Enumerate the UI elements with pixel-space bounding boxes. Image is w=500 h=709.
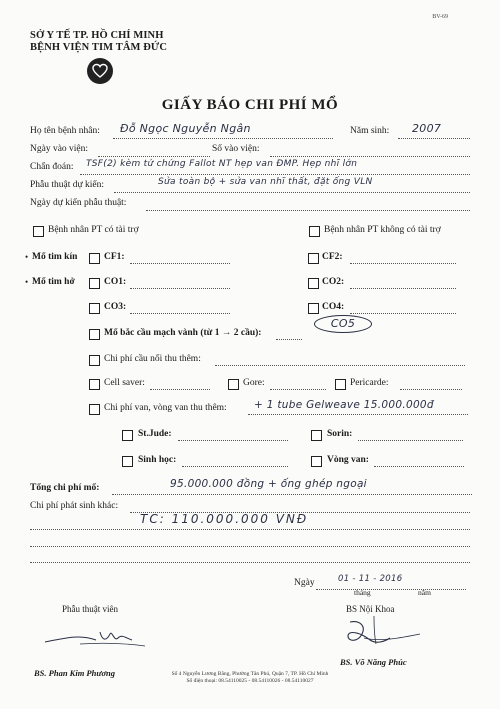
sponsored-checkbox[interactable] xyxy=(33,226,44,237)
date-month-label: tháng xyxy=(354,588,371,597)
bullet-icon: • xyxy=(25,252,29,262)
st-jude-line xyxy=(178,440,288,441)
internist-signature-icon xyxy=(330,612,440,652)
patient-name-label: Họ tên bệnh nhân: xyxy=(30,126,100,136)
bypass-extra-checkbox[interactable] xyxy=(89,355,100,366)
cell-saver-label: Cell saver: xyxy=(104,378,145,388)
internist-name: BS. Võ Năng Phúc xyxy=(340,657,407,667)
date-year-label: năm xyxy=(418,588,431,597)
surgeon-signature-icon xyxy=(40,620,150,650)
co1-label: CO1: xyxy=(104,277,127,287)
date-value[interactable]: 01 - 11 - 2016 xyxy=(338,574,403,584)
valve-extra-checkbox[interactable] xyxy=(89,404,100,415)
diagnosis-line xyxy=(80,174,470,175)
bypass-extra-line xyxy=(215,365,465,366)
gore-line xyxy=(270,389,326,390)
blank-line-1 xyxy=(30,546,470,547)
ring-checkbox[interactable] xyxy=(311,456,322,467)
st-jude-checkbox[interactable] xyxy=(122,430,133,441)
birth-year-value[interactable]: 2007 xyxy=(412,122,442,135)
bypass-label: Mổ bắc cầu mạch vành (từ 1 → 2 cầu): xyxy=(104,328,262,338)
birth-year-line xyxy=(398,138,470,139)
planned-date-line xyxy=(146,210,470,211)
cell-saver-line xyxy=(150,389,210,390)
co4-line xyxy=(350,313,456,314)
cf2-line xyxy=(350,263,456,264)
closed-heart-label: Mổ tim kín xyxy=(32,252,78,262)
bio-label: Sinh học: xyxy=(138,455,177,465)
co2-line xyxy=(350,288,456,289)
pericarde-label: Pericarde: xyxy=(350,378,389,388)
planned-date-label: Ngày dự kiến phẫu thuật: xyxy=(30,198,127,208)
date-day-label: Ngày xyxy=(294,578,315,588)
internist-title: BS Nội Khoa xyxy=(346,604,395,614)
form-title: GIẤY BÁO CHI PHÍ MỔ xyxy=(161,97,339,113)
date-line xyxy=(316,589,466,590)
diagnosis-label: Chẩn đoán: xyxy=(30,162,74,172)
co3-checkbox[interactable] xyxy=(89,303,100,314)
co2-checkbox[interactable] xyxy=(308,278,319,289)
planned-surgery-value[interactable]: Sửa toàn bộ + sửa van nhĩ thất, đặt ống VLN xyxy=(158,177,373,187)
cell-saver-checkbox[interactable] xyxy=(89,379,100,390)
admission-date-label: Ngày vào viện: xyxy=(30,144,89,154)
bypass-extra-label: Chi phí cầu nối thu thêm: xyxy=(104,354,201,364)
co3-label: CO3: xyxy=(104,302,127,312)
bio-checkbox[interactable] xyxy=(122,456,133,467)
co1-line xyxy=(130,288,230,289)
bio-line xyxy=(182,466,288,467)
admission-no-label: Số vào viện: xyxy=(212,144,260,154)
open-heart-label: Mổ tim hở xyxy=(32,277,75,287)
total-line xyxy=(112,494,472,495)
sponsored-label: Bệnh nhân PT có tài trợ xyxy=(48,225,139,235)
sorin-line xyxy=(358,440,463,441)
footer-phone: Số điện thoại: 08.54110025 - 08.54110026 - 08.54110027 xyxy=(186,678,314,684)
heart-icon xyxy=(92,63,108,79)
cf2-label: CF2: xyxy=(322,252,343,262)
gore-label: Gore: xyxy=(243,378,265,388)
blank-line-2 xyxy=(30,562,470,563)
surgeon-title: Phẫu thuật viên xyxy=(62,604,118,614)
planned-surgery-label: Phẫu thuật dự kiến: xyxy=(30,180,105,190)
birth-year-label: Năm sinh: xyxy=(350,126,390,136)
co4-checkbox[interactable] xyxy=(308,303,319,314)
cf1-label: CF1: xyxy=(104,252,125,262)
footer-address: Số 4 Nguyễn Lương Bằng, Phường Tân Phú, Quận 7, TP. Hồ Chí Minh xyxy=(171,671,329,677)
cf2-checkbox[interactable] xyxy=(308,253,319,264)
pericarde-checkbox[interactable] xyxy=(335,379,346,390)
cf1-checkbox[interactable] xyxy=(89,253,100,264)
co3-line xyxy=(130,313,230,314)
st-jude-label: St.Jude: xyxy=(138,429,172,439)
admission-no-line xyxy=(270,156,470,157)
bypass-checkbox[interactable] xyxy=(89,329,100,340)
co5-circled-note[interactable]: CO5 xyxy=(314,315,372,333)
co1-checkbox[interactable] xyxy=(89,278,100,289)
bullet-icon: • xyxy=(25,277,29,287)
co4-label: CO4: xyxy=(322,302,345,312)
admission-date-line xyxy=(98,156,210,157)
department-name: SỞ Y TẾ TP. HỒ CHÍ MINH xyxy=(30,30,164,41)
diagnosis-value[interactable]: TSF(2) kèm tứ chứng Fallot NT hẹp van ĐMP. Hẹp nhĩ lớn xyxy=(86,159,358,169)
ring-label: Vòng van: xyxy=(327,455,369,465)
gore-checkbox[interactable] xyxy=(228,379,239,390)
not-sponsored-checkbox[interactable] xyxy=(309,226,320,237)
patient-name-line xyxy=(113,138,333,139)
total-value[interactable]: 95.000.000 đồng + ống ghép ngoại xyxy=(170,478,367,490)
ring-line xyxy=(374,466,464,467)
hospital-name: BỆNH VIỆN TIM TÂM ĐỨC xyxy=(30,42,168,53)
not-sponsored-label: Bệnh nhân PT không có tài trợ xyxy=(324,225,441,235)
planned-surgery-line xyxy=(114,192,470,193)
sorin-label: Sorin: xyxy=(327,429,353,439)
cf1-line xyxy=(130,263,230,264)
pericarde-line xyxy=(400,389,462,390)
extra-cost-line-2 xyxy=(30,529,470,530)
bypass-line xyxy=(276,339,302,340)
surgeon-name: BS. Phan Kim Phương xyxy=(34,668,115,678)
patient-name-value[interactable]: Đỗ Ngọc Nguyễn Ngân xyxy=(120,122,251,135)
valve-extra-value[interactable]: + 1 tube Gelweave 15.000.000đ xyxy=(254,399,434,411)
valve-extra-line xyxy=(248,414,468,415)
total-label: Tổng chi phí mổ: xyxy=(30,483,100,493)
hospital-logo xyxy=(87,58,113,84)
extra-cost-value[interactable]: TC: 110.000.000 VNĐ xyxy=(140,512,309,526)
sorin-checkbox[interactable] xyxy=(311,430,322,441)
form-code: BV-69 xyxy=(432,14,448,20)
extra-cost-label: Chi phí phát sinh khác: xyxy=(30,501,119,511)
valve-extra-label: Chi phí van, vòng van thu thêm: xyxy=(104,403,227,413)
co2-label: CO2: xyxy=(322,277,345,287)
